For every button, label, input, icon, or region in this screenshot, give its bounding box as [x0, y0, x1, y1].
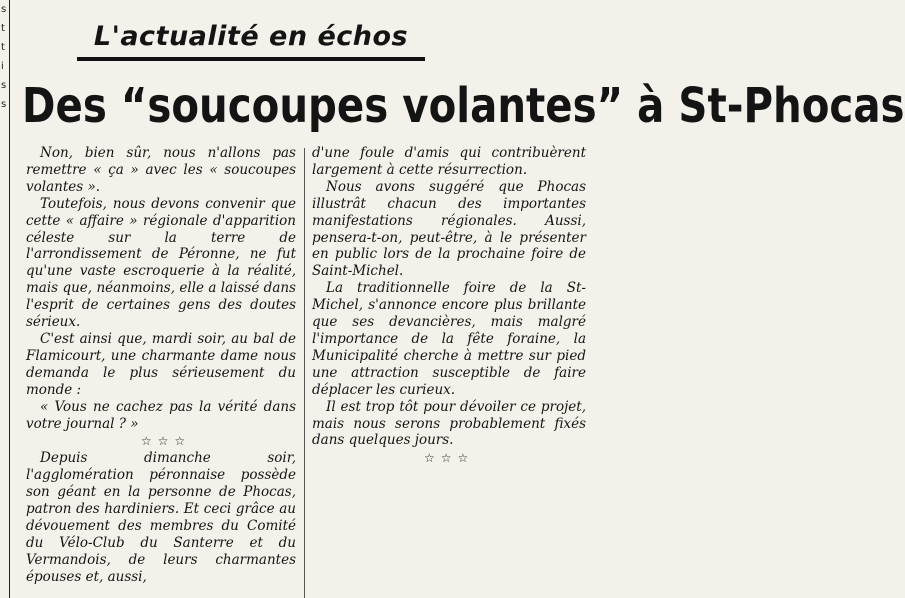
- paragraph: Nous avons suggéré que Phocas illustrât chacun des importantes manifestations régionales. Aussi, pensera-t-on, peut-être, à le présenter en public lors de la prochaine foire de Saint-Michel.: [312, 178, 586, 280]
- edge-fragment: t: [1, 23, 5, 34]
- paragraph: La traditionnelle foire de la St-Michel, s'annonce encore plus brillante que ses devancières, mais malgré l'importance de la fête foraine, la Municipalité cherche à mettre sur pied une attraction susceptible de faire déplacer les curieux.: [312, 280, 586, 398]
- article-column-right: [312, 145, 586, 467]
- edge-fragment: t: [1, 42, 5, 53]
- paragraph: Il est trop tôt pour dévoiler ce projet, mais nous serons probablement fixés dans quelques jours.: [312, 398, 586, 449]
- section-separator-stars: ☆☆☆: [424, 451, 475, 466]
- paragraph: Depuis dimanche soir, l'agglomération péronnaise possède son géant en la personne de Phocas, patron des hardiniers. Et ceci grâce au dévouement des membres du Comité du Vélo-Club du Santerre et du Vermandois, de leurs charmantes épouses et, aussi,: [26, 450, 296, 585]
- section-separator-stars: ☆☆☆: [140, 434, 192, 449]
- paragraph: « Vous ne cachez pas la vérité dans votre journal ? »: [26, 398, 296, 432]
- article-column-left: [26, 145, 296, 586]
- kicker-title: L'actualité en échos: [93, 21, 409, 52]
- edge-fragment: i: [1, 61, 4, 72]
- paragraph: C'est ainsi que, mardi soir, au bal de Flamicourt, une charmante dame nous demanda le plus sérieusement du monde :: [26, 330, 296, 398]
- kicker-banner: [77, 19, 425, 61]
- edge-fragment: s: [1, 4, 7, 15]
- adjacent-column-edge: [0, 0, 10, 598]
- edge-fragment: s: [1, 80, 7, 91]
- column-divider: [304, 148, 305, 598]
- edge-fragment: s: [1, 99, 7, 110]
- headline: Des “soucoupes volantes” à St-Phocas: [22, 78, 905, 134]
- paragraph: Non, bien sûr, nous n'allons pas remettre « ça » avec les « soucoupes volantes ».: [26, 145, 296, 195]
- paragraph: d'une foule d'amis qui contribuèrent largement à cette résurrection.: [312, 145, 586, 178]
- paragraph: Toutefois, nous devons convenir que cette « affaire » régionale d'apparition céleste sur la terre de l'arrondissement de Péronne, ne fut qu'une vaste escroquerie à la réalité, mais que, néanmoins, elle a laissé dans l'esprit de certaines gens des doutes sérieux.: [26, 195, 296, 331]
